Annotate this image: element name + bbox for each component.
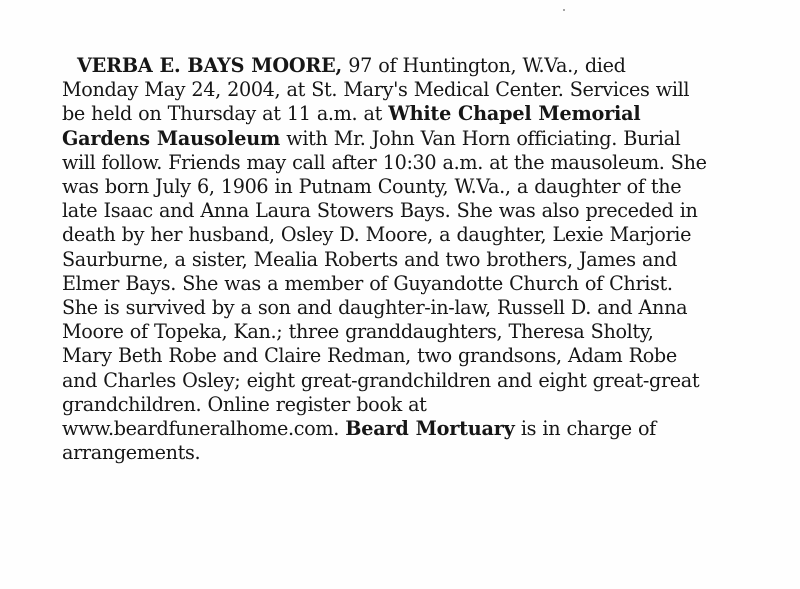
obituary-line-4: Gardens Mausoleum with Mr. John Van Horn officiating. Burial <box>62 126 681 150</box>
obituary-line-13: Mary Beth Robe and Claire Redman, two grandsons, Adam Robe <box>62 344 677 368</box>
obituary-line-17: arrangements. <box>62 441 201 465</box>
mortuary-name: Beard Mortuary <box>345 417 515 441</box>
obituary-line-16: www.beardfuneralhome.com. Beard Mortuary is in charge of <box>62 417 656 441</box>
obituary-line-3: be held on Thursday at 11 a.m. at White Chapel Memorial <box>62 102 641 126</box>
obituary-line-1: VERBA E. BAYS MOORE, 97 of Huntington, W.Va., died <box>77 54 626 77</box>
obituary-text <box>62 54 762 465</box>
obituary-line-2: Monday May 24, 2004, at St. Mary's Medical Center. Services will <box>62 78 690 102</box>
obituary-line-15: grandchildren. Online register book at <box>62 392 427 416</box>
chapel-name: White Chapel Memorial <box>388 102 641 126</box>
obituary-line-14: and Charles Osley; eight great-grandchildren and eight great-great <box>62 368 700 392</box>
obituary-line-11: She is survived by a son and daughter-in-law, Russell D. and Anna <box>62 296 688 320</box>
obituary-line-6: was born July 6, 1906 in Putnam County, W.Va., a daughter of the <box>62 175 682 199</box>
obituary-line-5: will follow. Friends may call after 10:30 a.m. at the mausoleum. She <box>62 150 707 174</box>
obituary-line-7: late Isaac and Anna Laura Stowers Bays. She was also preceded in <box>62 199 698 223</box>
scan-speck <box>563 9 565 11</box>
obituary-line-10: Elmer Bays. She was a member of Guyandotte Church of Christ. <box>62 271 673 295</box>
deceased-name: VERBA E. BAYS MOORE, <box>77 54 343 77</box>
obituary-line-9: Saurburne, a sister, Mealia Roberts and two brothers, James and <box>62 247 678 271</box>
obituary-line-12: Moore of Topeka, Kan.; three granddaughters, Theresa Sholty, <box>62 320 654 344</box>
mausoleum-name: Gardens Mausoleum <box>62 126 281 150</box>
obituary-line-8: death by her husband, Osley D. Moore, a daughter, Lexie Marjorie <box>62 223 692 247</box>
website-url: www.beardfuneralhome.com. <box>62 417 346 441</box>
